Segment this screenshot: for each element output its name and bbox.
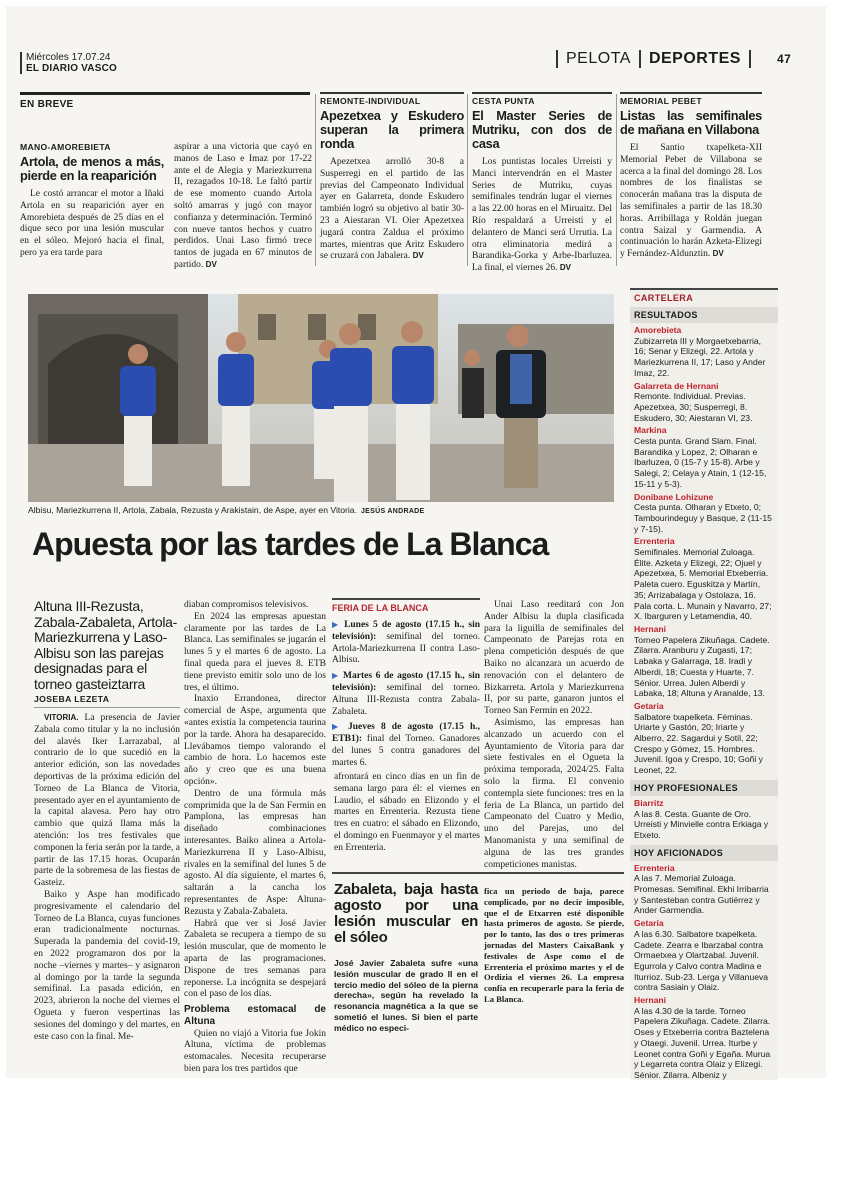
cartelera-entry: Semifinales. Memorial Zuloaga. Élite. Azketa y Elizegi, 22; Ojuel y Apezetxea, 5. Memorial Etxeberria. Paleta cuero. Eguskitza y Martín, 35; Arrizabalaga y Ostolaza, 16. Pala corta. L. Munain y Navarro, 27; X. Ibarguren y Letamendia, 40.: [634, 547, 772, 622]
feria-item-text: final del Torneo. Ganadores del lunes 5 contra ganadores del martes 6.: [332, 734, 480, 768]
divider: [749, 50, 751, 68]
feria-item-text: semifinal del torneo. Artola-Mariezkurrena II contra Laso-Albisu.: [332, 631, 480, 666]
zabaleta-text-b: fica un periodo de baja, parece complicado, por no decir imposible, que el de Etxarren esté disponible hasta primeros de agosto. Se pierde, por lo tanto, las dos o tres primeras jornadas del Masters CaixaBank y festivales de Aspe como el de Errenteria el próximo martes y el de Ordizia el viernes 26. La empresa confía en recuperarle para la feria de La Blanca.: [484, 886, 624, 1004]
cesta-kicker: CESTA PUNTA: [472, 92, 612, 106]
header-date: Miércoles 17.07.24: [26, 52, 111, 63]
cartelera-town: Amorebieta: [634, 325, 682, 335]
remonte-article: [320, 92, 464, 263]
memorial-signature: DV: [712, 249, 724, 259]
main-c4p2: Asimismo, las empresas han alcanzado un acuerdo con el Ayuntamiento de Vitoria para dar siete festivales en el Ogueta la próxima temporada, 2024/25. Falta solo la firma. El convenio contempla siete funciones: tres en la feria de La Blanca, un partido del Campeonato del Cuatro y Medio, uno del Parejas, uno del Manomanista y una semifinal de alguna de las tres grandes competiciones manistas.: [484, 717, 624, 870]
feria-box: [332, 598, 480, 773]
dateline: VITORIA.: [44, 713, 79, 722]
main-col3: [334, 772, 480, 855]
cartelera-town: Markina: [634, 425, 667, 436]
brief-text-a: Le costó arrancar el motor a Iñaki Artola en su reaparición ayer en Amorebieta después de 25 días en el dique seco por una lesión muscular en el sóleo. Mejoró hacia el final, pero ya era tarde para: [20, 189, 164, 258]
main-c1p2: Baiko y Aspe han modificado progresivamente el calendario del Torneo de La Blanca, cuyas funciones eran tradicionalmente nocturnas. Superada la pandemia del covid-19, en 2022 programaron dos por la noche –viernes y martes– y asignaron al domingo por la tarde la segunda semifinal. La pasada edición, en 2023, abrieron la noche del viernes el Ogueta y fueron vespertinas las sesiones del domingo y del martes, en este caso con la final. Me-: [34, 889, 180, 1042]
column-rule: [616, 94, 617, 266]
section-deportes: DEPORTES: [648, 50, 741, 67]
cartelera-entry: Cesta punta. Grand Slam. Final. Barandika y Lopez, 2; Olharan e Ibarluzea, 0 (15-7 y 15-8). Arbe y Salegi, 2; Celaya y Atain, 1 (12-15, 15-11 y 5-3).: [634, 436, 767, 489]
cartelera-entry: Zubizarreta III y Morgaetxebarria, 16; Senar y Elizegi, 22. Artola y Mariezkurrena II, 17; Laso y Ander Imaz, 22.: [634, 335, 766, 378]
header-date-block: [26, 52, 117, 74]
column-rule: [315, 94, 316, 266]
zabaleta-title: Zabaleta, baja hasta agosto por una lesión muscular en el sóleo: [334, 881, 478, 946]
cartelera-sidebar: [630, 288, 778, 1091]
page-number: 47: [776, 52, 792, 66]
cartelera-entry: A las 8. Cesta. Guante de Oro. Urreisti y Minvielle contra Erkiaga y Etxeto.: [634, 808, 769, 840]
resultados-header: RESULTADOS: [630, 307, 778, 323]
header-paper: EL DIARIO VASCO: [26, 63, 117, 74]
memorial-title: Listas las semifinales de mañana en Villabona: [620, 108, 762, 137]
aficionados-header: HOY AFICIONADOS: [630, 845, 778, 861]
aficionados-list: [630, 863, 778, 1092]
cesta-article: [472, 92, 612, 275]
cartelera-entry: Cesta punta. Olharan y Etxeto, 0; Tambourindeguy y Basque, 2 (11-15 y 7-15).: [634, 502, 772, 534]
triangle-icon: ▶: [332, 722, 342, 732]
brief-signature: DV: [205, 259, 217, 269]
cesta-text: Los puntistas locales Urreisti y Manci intervendrán en el Master Series de Mutriku, cuyas semifinales tendrán lugar el viernes a las 22.00 horas en el Miruaitz. Del Río respaldará a Urreisti y el delantero de Manci será Urrutia. La otra eliminatoria medirá a Barandika-Gorka y Arbe-Ibarluzea. La final, el viernes 26.: [472, 157, 612, 274]
feria-title: FERIA DE LA BLANCA: [332, 598, 480, 613]
cartelera-town: Hernani: [634, 995, 666, 1006]
main-c2p5: Habrá que ver si José Javier Zabaleta se recupera a tiempo de su lesión muscular, que de momento le aparta de las programaciones. Dispone de tres semanas para reponerse. La incógnita se despejará con el paso de los días.: [184, 918, 326, 1000]
feria-item: [332, 619, 480, 667]
section-pelota: PELOTA: [566, 50, 631, 67]
cartelera-town: Getaria: [634, 700, 664, 711]
triangle-icon: ▶: [332, 671, 340, 681]
brief-label: EN BREVE: [20, 92, 310, 110]
triangle-icon: ▶: [332, 620, 340, 629]
remonte-title: Apezetxea y Eskudero superan la primera ronda: [320, 108, 464, 151]
brief-title: Artola, de menos a más, pierde en la reaparición: [20, 154, 164, 183]
main-c2p1: diaban compromisos televisivos.: [184, 600, 309, 610]
caption-text: Albisu, Mariezkurrena II, Artola, Zabala, Rezusta y Arakistain, de Aspe, ayer en Vitoria.: [28, 505, 357, 515]
zabaleta-col1: [334, 882, 478, 1034]
main-c4p1: Unai Laso reeditará con Jon Ander Albisu la dupla clasificada para la liguilla de semifinales del Campeonato de Parejas rota en plena competición después de que Baiko no alcanzara un acuerdo de renovación con el delantero de Bizkarreta. Artola y Mariezkurrena II, por su parte, ganaron juntos el Torneo San Fermín en 2022.: [484, 600, 624, 717]
brief-section: [20, 92, 310, 110]
feria-item-date: Martes 6 de agosto (17.15 h., sin televisión):: [332, 671, 480, 693]
divider: [556, 50, 558, 68]
cartelera-entry: Salbatore txapelketa. Féminas. Uriarte y Gastón, 20; Iriarte y Alberro, 22. Sagardui y Sotil, 22; Crespo y Gómez, 15. Hombres. Juvenil. Igoa y Crespo, 10; Goñi y Leonet, 22.: [634, 711, 763, 776]
zabaleta-text-a: José Javier Zabaleta sufre «una lesión muscular de grado II en el tercio medio del sóleo de la pierna derecha», según ha revelado la resonancia magnética a la que se sometió el lunes. Si bien el parte médico no especi-: [334, 958, 478, 1033]
cartelera-town: Getaria: [634, 918, 664, 929]
main-col4: [484, 600, 624, 871]
photo-illustration: [28, 294, 614, 502]
byline: JOSEBA LEZETA: [34, 694, 180, 708]
cesta-title: El Master Series de Mutriku, con dos de casa: [472, 108, 612, 151]
main-headline: Apuesta por las tardes de La Blanca: [32, 526, 549, 562]
cartelera-entry: A las 7. Memorial Zuloaga. Promesas. Semifinal. Ekhi Irribarria y Santesteban contra Gutiérrez y Ander Garmendia.: [634, 873, 769, 916]
feria-item-date: Lunes 5 de agosto (17.15 h., sin televisión):: [332, 620, 481, 642]
memorial-article: [620, 92, 762, 261]
brief-article-col2: [174, 142, 312, 272]
cartelera-entry: Torneo Papelera Zikuñaga. Cadete. Zilarra. Aranburu y Zugasti, 17; Labaka y Galarraga, 18. Iradi y Alberdi, 18; Cuesta y Huarte, 7. Sénior. Urrea. Julen Alberdi y Labaka, 18; Altuna y Aranalde, 13.: [634, 634, 770, 699]
cartelera-town: Galarreta de Hernani: [634, 380, 719, 391]
cartelera-town: Errenteria: [634, 536, 675, 547]
resultados-list: [630, 325, 778, 776]
main-c2p3: Inaxio Errandonea, director comercial de Aspe, argumenta que «antes existía la competencia taurina por la tarde. Ahora ha desaparecido. Llevábamos tiempo valorando el cambio de hora. Lo hacemos este año y creo que es una buena opción».: [184, 694, 326, 787]
feria-item-date: Jueves 8 de agosto (17.15 h., ETB1):: [332, 722, 481, 745]
main-subhead: Altuna III-Rezusta, Zabala-Zabaleta, Artola-Mariezkurrena y Laso-Albisu son las parejas designadas para el torneo gasteiztarra: [34, 598, 177, 692]
cartelera-town: Donibane Lohizune: [634, 491, 714, 502]
newspaper-page: [6, 6, 826, 1078]
main-c2p6: Quien no viajó a Vitoria fue Jokin Altuna, víctima de problemas estomacales. Necesita recuperarse bien para los tres partidos que: [184, 1028, 326, 1075]
cartelera-entry: A las 6.30. Salbatore txapelketa. Cadete. Zearra e Ibarzabal contra Ormaetxea y Olartzabal. Juvenil. Egurrola y Calvo contra Madina e Iturrioz. Sub-23. Lerga y Villanueva contra Sasiain y Olaiz.: [634, 928, 769, 993]
main-col1: [34, 712, 180, 1043]
memorial-text: El Santio txapelketa-XII Memorial Pebet de Villabona se acerca a la final del domingo 28. Los nombres de los finalistas se conocerán mañana tras la disputa de las semifinales a partir de las 18.30 horas. Arribillaga y Roldán juegan contra Saizal y Garmendia. A continuación lo harán Azketa-Elizegi y Fernández-Aldunztin.: [620, 143, 762, 260]
main-col2: [184, 600, 326, 1076]
remonte-text: Apezetxea arrolló 30-8 a Susperregi en el partido de las previas del Campeonato Individual ayer en Galarreta, donde Eskudero también logró su objetivo al batir 30-23 a Aiestaran VI. Oier Apezetxea jugará contra Zalduа el próximo martes, mientras que Aritz Eskudero se cruzará con Jabalera.: [320, 157, 464, 262]
cartelera-town: Biarritz: [634, 797, 664, 808]
cartelera-title: CARTELERA: [630, 288, 778, 303]
cartelera-entry: A las 4.30 de la tarde. Torneo Papelera Zikuñaga. Cadete. Zilarra. Oses y Etxeberria contra Baztelena y Otaegi. Juvenil. Urrea. Iturbe y Leonet contra Goñi y Egaña. Murua y Legarreta contra Olaiz y Elizegi. Sénior. Zilarra. Albeniz y: [634, 1005, 771, 1080]
feria-item-text: semifinal del torneo. Altuna III-Rezusta contra Zabala-Zabaleta.: [332, 682, 480, 717]
header-bar: [20, 52, 22, 74]
cartelera-entry: Remonte. Individual. Previas. Apezetxea, 30; Susperregi, 8. Eskudero, 30; Aiestaran VI, 23.: [634, 391, 753, 423]
brief-text-b: aspirar a una victoria que cayó en manos de Laso e Imaz por 17-22 ante el de Alegia y Mariezkurrena II, rezagados 10-18. Le faltó partir de ese momento cuando Artola soltó amarras y jugó con mayor confianza y determinación. Terminó con nueve tantos hechos y cuatro perdidos. Unai Laso firmó trece tantos de jugada en 67 minutos de partido.: [174, 142, 312, 270]
cesta-signature: DV: [559, 263, 571, 273]
divider: [639, 50, 641, 68]
brief-kicker: MANO-AMOREBIETA: [20, 142, 111, 152]
main-c2p4: Dentro de una fórmula más comprimida que la de San Fermín en Pamplona, las empresas han diseñado combinaciones interesantes. Baiko alinea a Artola-Mariezkurrena II y Laso-Albisu, rivales en la semifinal del lunes 5 de agosto. Al día siguiente, el martes 6, saltarán a la cancha los representantes de Aspe: Altuna-Rezusta y Zabala-Zabaleta.: [184, 788, 326, 917]
photo-caption: [28, 505, 425, 515]
header-sections: [556, 50, 791, 68]
main-c2p2: En 2024 las empresas apuestan claramente por las tardes de La Blanca. Las semifinales se jugarán el lunes 5 y el martes 6 de agosto. La final queda para el jueves 8. ETB tiene previsto emitir solo uno de los tres, el último.: [184, 611, 326, 693]
players-photo: [28, 294, 614, 502]
profesionales-list: [630, 798, 778, 841]
feria-item: [332, 721, 480, 769]
cartelera-town: Hernani: [634, 623, 666, 634]
remonte-signature: DV: [412, 251, 424, 261]
main-c2-subhead: Problema estomacal de Altuna: [184, 1004, 326, 1027]
memorial-kicker: MEMORIAL PEBET: [620, 92, 762, 106]
brief-article-col1: [20, 142, 164, 260]
column-rule: [467, 94, 468, 266]
cartelera-town: Errenteria: [634, 862, 675, 873]
box-rule: [332, 872, 624, 874]
remonte-kicker: REMONTE-INDIVIDUAL: [320, 92, 464, 106]
main-c3p1: afrontará en cinco días en un fin de semana largo para él: el viernes en Laudio, el sábado en Elizondo y el martes en Errenteria. Rezusta tiene tres en cuatro: el sábado en Elizondo, el domingo en Fuenmayor y el martes en Errenteria.: [334, 772, 480, 853]
feria-item: [332, 670, 480, 718]
blank-margin: [0, 1080, 848, 1200]
profesionales-header: HOY PROFESIONALES: [630, 780, 778, 796]
photo-credit: JESÚS ANDRADE: [360, 508, 425, 515]
main-c1p1: La presencia de Javier Zabala como titular y la no inclusión del alavés Iker Larrazabal, al contrario de lo que sucedió en la anterior edición, son las novedades deportivas de la próxima edición del Torneo de La Blanca de Vitoria, presentado ayer en el ayuntamiento de la capital alavesa. Pero hay otro cambio que quizá llama más la atención: los tres festivales que componen la feria serán por la tarde, a partir de las 17.15 horas. Ocuparán parte de la sobremesa de las fiestas de Gasteiz.: [34, 713, 180, 889]
